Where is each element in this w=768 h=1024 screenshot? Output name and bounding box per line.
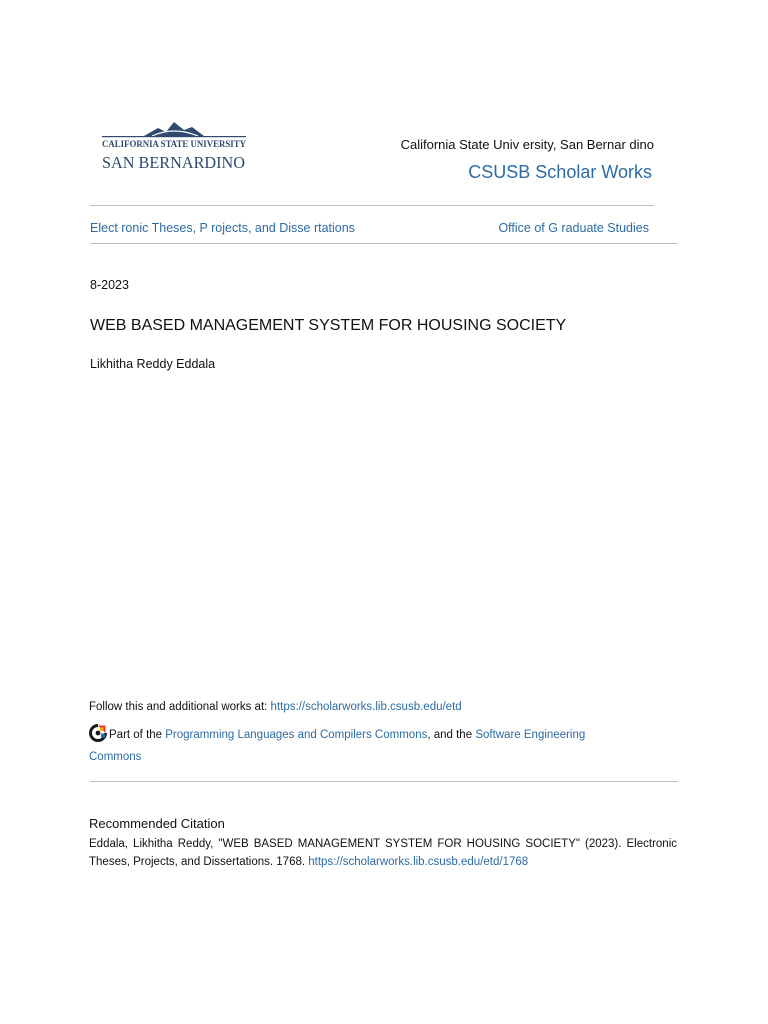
author-name: Likhitha Reddy Eddala (90, 357, 216, 371)
part-of-middle: , and the (427, 729, 476, 741)
part-of-prefix: Part of the (109, 729, 166, 741)
programming-languages-link[interactable]: Programming Languages and Compilers Commons (165, 729, 428, 741)
follow-label: Follow this and additional works at: (89, 701, 271, 713)
citation-text (89, 835, 677, 871)
csusb-logo-icon (100, 118, 248, 174)
citation-divider (90, 781, 678, 782)
part-of-line (89, 724, 609, 768)
document-title: WEB BASED MANAGEMENT SYSTEM FOR HOUSING SOCIETY (90, 317, 567, 334)
office-link[interactable]: Office of G raduate Studies (498, 221, 649, 235)
collection-link[interactable]: Elect ronic Theses, P rojects, and Disse rtations (90, 221, 355, 235)
citation-url-link[interactable]: https://scholarworks.lib.csusb.edu/etd/1768 (308, 856, 529, 868)
logo-line1: CALIFORNIA STATE UNIVERSITY (102, 139, 247, 150)
scholarworks-link[interactable]: CSUSB Scholar Works (468, 162, 652, 182)
follow-url-link[interactable]: https://scholarworks.lib.csusb.edu/etd (270, 701, 462, 713)
header-divider (90, 205, 654, 206)
software-engineering-link[interactable]: Software Engineering Commons (89, 729, 586, 763)
publication-date: 8-2023 (90, 278, 129, 292)
citation-body: Eddala, Likhitha Reddy, "WEB BASED MANAGEMENT SYSTEM FOR HOUSING SOCIETY" (2023). Electronic Theses, Projects, and Dissertations. 1768. (89, 838, 677, 868)
follow-line (89, 701, 462, 713)
recommended-citation-heading: Recommended Citation (89, 816, 225, 831)
digital-commons-icon (89, 724, 107, 742)
university-name: California State Univ ersity, San Bernar dino (400, 137, 654, 152)
nav-divider (90, 243, 678, 244)
logo-line2: SAN BERNARDINO (102, 153, 245, 172)
csusb-logo[interactable] (100, 118, 248, 174)
